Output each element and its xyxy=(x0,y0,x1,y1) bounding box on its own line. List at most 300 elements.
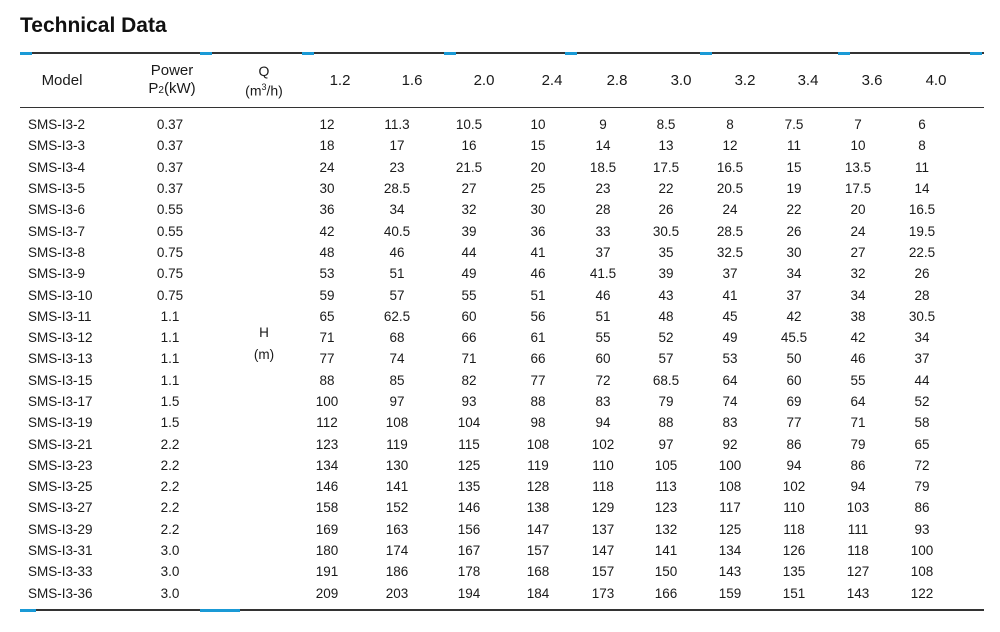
cell-head: 14 xyxy=(914,181,930,197)
cell-head: 191 xyxy=(315,564,339,580)
cell-head: 118 xyxy=(783,521,805,537)
cell-head: 41 xyxy=(722,287,738,303)
cell-head: 97 xyxy=(389,394,405,409)
cell-power: 1.1 xyxy=(160,372,180,388)
cell-head: 209 xyxy=(315,585,339,601)
cell-head: 12 xyxy=(319,117,335,133)
cell-head: 23 xyxy=(389,159,405,175)
cell-model: SMS-I3-12 xyxy=(28,330,93,346)
cell-spacer xyxy=(220,519,294,540)
cell-power: 2.2 xyxy=(160,500,180,516)
cell-head: 30.5 xyxy=(652,223,680,239)
cell-power: 2.2 xyxy=(160,436,180,452)
cell-head: 108 xyxy=(385,415,409,431)
cell-head: 119 xyxy=(527,457,549,473)
cell-head: 184 xyxy=(526,585,550,601)
cell-head: 112 xyxy=(316,415,338,431)
cell-power: 0.75 xyxy=(156,244,184,260)
cell-head: 173 xyxy=(591,585,615,601)
top-rule xyxy=(20,52,984,54)
cell-head: 30 xyxy=(786,244,802,260)
cell-head: 10 xyxy=(850,138,866,154)
cell-head: 127 xyxy=(846,564,870,580)
header-flow-6: 3.2 xyxy=(734,72,756,89)
cell-head: 49 xyxy=(722,330,738,346)
cell-head: 126 xyxy=(782,543,806,559)
cell-head: 64 xyxy=(850,394,866,409)
cell-head: 26 xyxy=(914,266,930,282)
table-row xyxy=(20,306,954,327)
cell-spacer xyxy=(220,135,294,156)
cell-head: 141 xyxy=(385,479,409,495)
cell-head: 143 xyxy=(718,564,742,580)
cell-head: 33 xyxy=(595,223,611,239)
cell-spacer xyxy=(220,412,294,433)
cell-head: 50 xyxy=(786,351,802,367)
cell-head: 167 xyxy=(457,543,481,559)
cell-spacer xyxy=(220,157,294,178)
cell-head: 23 xyxy=(595,181,611,197)
header-flow-1: 1.6 xyxy=(401,72,423,89)
cell-head: 7 xyxy=(854,117,862,133)
cell-head: 10.5 xyxy=(455,117,483,133)
cell-head: 105 xyxy=(654,457,678,473)
cell-head: 17.5 xyxy=(652,159,680,175)
cell-head: 42 xyxy=(319,223,335,239)
cell-power: 1.5 xyxy=(160,415,180,431)
cell-head: 83 xyxy=(722,415,738,431)
cell-head: 22 xyxy=(658,181,674,197)
table-row xyxy=(20,561,954,582)
header-power xyxy=(124,56,220,106)
cell-head: 125 xyxy=(718,521,742,537)
table-row xyxy=(20,327,954,348)
cell-head: 21.5 xyxy=(455,159,483,175)
cell-head: 30 xyxy=(319,181,335,197)
cell-head: 169 xyxy=(315,521,339,537)
cell-head: 37 xyxy=(595,244,611,260)
cell-power: 2.2 xyxy=(160,521,180,537)
header-flow-8: 3.6 xyxy=(861,72,883,89)
table-row xyxy=(20,284,954,305)
cell-head: 6 xyxy=(918,117,926,133)
cell-head: 100 xyxy=(315,394,339,409)
cell-head: 30 xyxy=(530,202,546,218)
cell-model: SMS-I3-11 xyxy=(28,308,92,324)
cell-head: 43 xyxy=(658,287,674,303)
cell-head: 86 xyxy=(786,436,802,452)
cell-spacer xyxy=(220,178,294,199)
table-row xyxy=(20,348,954,369)
cell-head: 115 xyxy=(458,436,480,452)
cell-model: SMS-I3-9 xyxy=(28,266,86,282)
cell-head: 85 xyxy=(389,372,405,388)
cell-head: 93 xyxy=(914,521,930,537)
header-power-line1: Power xyxy=(150,62,194,79)
cell-head: 88 xyxy=(658,415,674,431)
cell-spacer xyxy=(220,561,294,582)
cell-head: 58 xyxy=(914,415,930,431)
cell-head: 28 xyxy=(595,202,611,218)
cell-model: SMS-I3-3 xyxy=(28,138,86,154)
cell-power: 2.2 xyxy=(160,457,180,473)
cell-head: 83 xyxy=(595,394,611,409)
cell-head: 32 xyxy=(461,202,477,218)
cell-head: 9 xyxy=(599,117,607,133)
cell-power: 2.2 xyxy=(160,479,180,495)
cell-head: 168 xyxy=(526,564,550,580)
cell-head: 46 xyxy=(595,287,611,303)
cell-head: 46 xyxy=(389,244,405,260)
cell-head: 79 xyxy=(658,394,674,409)
cell-model: SMS-I3-10 xyxy=(28,287,93,303)
cell-head: 102 xyxy=(782,479,806,495)
table-row xyxy=(20,391,954,412)
cell-head: 19.5 xyxy=(908,223,936,239)
cell-head: 42 xyxy=(786,308,802,324)
cell-head: 13.5 xyxy=(844,159,872,175)
cell-head: 74 xyxy=(722,394,738,409)
head-label xyxy=(234,322,294,366)
cell-head: 97 xyxy=(658,436,674,452)
cell-head: 41 xyxy=(530,244,546,260)
cell-head: 102 xyxy=(591,436,615,452)
cell-power: 1.1 xyxy=(160,308,180,324)
cell-head: 35 xyxy=(658,244,674,260)
cell-head: 28.5 xyxy=(383,181,411,197)
header-q-line1: Q xyxy=(258,63,270,80)
cell-head: 93 xyxy=(461,394,477,409)
cell-head: 16.5 xyxy=(716,159,744,175)
cell-head: 55 xyxy=(850,372,866,388)
table-row xyxy=(20,178,954,199)
cell-head: 51 xyxy=(389,266,405,282)
cell-head: 10 xyxy=(530,117,546,133)
cell-head: 46 xyxy=(850,351,866,367)
cell-head: 100 xyxy=(910,543,934,559)
cell-head: 71 xyxy=(461,351,477,367)
cell-spacer xyxy=(220,497,294,518)
cell-head: 141 xyxy=(654,543,678,559)
cell-head: 118 xyxy=(847,543,869,559)
cell-head: 53 xyxy=(319,266,335,282)
cell-head: 8.5 xyxy=(656,117,676,133)
table-row xyxy=(20,220,954,241)
technical-data-table xyxy=(20,114,954,604)
cell-power: 0.37 xyxy=(156,181,184,197)
header-q-line2: $(m^3/h)$ xyxy=(245,82,283,99)
cell-head: 53 xyxy=(722,351,738,367)
cell-head: 77 xyxy=(786,415,802,431)
cell-head: 55 xyxy=(461,287,477,303)
cell-model: SMS-I3-13 xyxy=(28,351,93,367)
cell-head: 44 xyxy=(461,244,477,260)
cell-head: 157 xyxy=(526,543,550,559)
cell-spacer xyxy=(220,370,294,391)
cell-head: 130 xyxy=(385,457,409,473)
cell-head: 66 xyxy=(530,351,546,367)
cell-head: 27 xyxy=(850,244,866,260)
cell-head: 132 xyxy=(654,521,678,537)
cell-head: 7.5 xyxy=(784,117,804,133)
cell-model: SMS-I3-15 xyxy=(28,372,93,388)
cell-head: 123 xyxy=(315,436,339,452)
cell-head: 146 xyxy=(315,479,339,495)
cell-head: 11.3 xyxy=(384,117,410,133)
cell-spacer xyxy=(220,540,294,561)
header-rule xyxy=(20,107,984,108)
cell-head: 159 xyxy=(718,585,742,601)
cell-head: 62.5 xyxy=(383,308,411,324)
cell-head: 79 xyxy=(850,436,866,452)
cell-head: 86 xyxy=(850,457,866,473)
table-row xyxy=(20,242,954,263)
cell-head: 71 xyxy=(319,330,335,346)
cell-head: 28 xyxy=(914,287,930,303)
cell-model: SMS-I3-33 xyxy=(28,564,93,580)
cell-head: 118 xyxy=(592,479,614,495)
cell-head: 150 xyxy=(654,564,678,580)
cell-head: 86 xyxy=(914,500,930,516)
cell-head: 135 xyxy=(457,479,481,495)
cell-head: 39 xyxy=(658,266,674,282)
cell-head: 19 xyxy=(786,181,802,197)
cell-model: SMS-I3-27 xyxy=(28,500,93,516)
cell-head: 134 xyxy=(718,543,742,559)
cell-head: 203 xyxy=(385,585,409,601)
table-row xyxy=(20,370,954,391)
table-row xyxy=(20,199,954,220)
cell-model: SMS-I3-4 xyxy=(28,159,86,175)
cell-head: 108 xyxy=(526,436,550,452)
cell-head: 147 xyxy=(591,543,615,559)
header-flow-9: 4.0 xyxy=(925,72,947,89)
cell-head: 15 xyxy=(530,138,546,154)
cell-power: 3.0 xyxy=(160,585,180,601)
cell-head: 39 xyxy=(461,223,477,239)
table-row xyxy=(20,476,954,497)
cell-spacer xyxy=(220,433,294,454)
table-row xyxy=(20,519,954,540)
cell-head: 156 xyxy=(457,521,481,537)
cell-spacer xyxy=(220,263,294,284)
page-title: Technical Data xyxy=(20,14,167,37)
cell-head: 36 xyxy=(530,223,546,239)
cell-model: SMS-I3-36 xyxy=(28,585,93,601)
table-row xyxy=(20,135,954,156)
cell-head: 26 xyxy=(658,202,674,218)
cell-head: 104 xyxy=(457,415,481,431)
table-row xyxy=(20,114,954,135)
cell-power: 0.37 xyxy=(156,159,184,175)
cell-head: 57 xyxy=(658,351,674,367)
cell-head: 163 xyxy=(385,521,409,537)
head-label-unit: (m) xyxy=(253,347,275,362)
cell-head: 20 xyxy=(530,159,546,175)
cell-head: 55 xyxy=(595,330,611,346)
cell-head: 44 xyxy=(914,372,930,388)
cell-head: 27 xyxy=(461,181,477,197)
cell-head: 125 xyxy=(457,457,481,473)
cell-head: 11 xyxy=(786,138,801,154)
cell-spacer xyxy=(220,114,294,135)
cell-head: 37 xyxy=(722,266,738,282)
cell-head: 17.5 xyxy=(844,181,872,197)
cell-head: 119 xyxy=(386,436,408,452)
cell-spacer xyxy=(220,242,294,263)
cell-head: 12 xyxy=(722,138,738,154)
cell-head: 122 xyxy=(910,585,934,601)
cell-head: 108 xyxy=(718,479,742,495)
cell-spacer xyxy=(220,455,294,476)
header-power-line2: P2(kW) xyxy=(148,80,196,97)
cell-head: 174 xyxy=(385,543,409,559)
cell-head: 88 xyxy=(319,372,335,388)
cell-head: 32 xyxy=(850,266,866,282)
cell-head: 180 xyxy=(315,543,339,559)
cell-head: 51 xyxy=(595,308,611,324)
cell-head: 26 xyxy=(786,223,802,239)
cell-head: 60 xyxy=(461,308,477,324)
cell-head: 20 xyxy=(850,202,866,218)
cell-head: 52 xyxy=(914,394,930,409)
cell-head: 71 xyxy=(850,415,866,431)
cell-head: 66 xyxy=(461,330,477,346)
table-row xyxy=(20,412,954,433)
cell-head: 103 xyxy=(846,500,870,516)
cell-head: 72 xyxy=(595,372,611,388)
cell-model: SMS-I3-29 xyxy=(28,521,93,537)
cell-head: 24 xyxy=(850,223,866,239)
table-row xyxy=(20,263,954,284)
cell-model: SMS-I3-6 xyxy=(28,202,86,218)
cell-head: 65 xyxy=(914,436,930,452)
cell-head: 49 xyxy=(461,266,477,282)
cell-head: 14 xyxy=(595,138,611,154)
table-row xyxy=(20,455,954,476)
cell-head: 51 xyxy=(530,287,546,303)
cell-head: 186 xyxy=(385,564,409,580)
cell-head: 60 xyxy=(595,351,611,367)
header-flow-0: 1.2 xyxy=(329,72,351,89)
cell-head: 22 xyxy=(786,202,802,218)
table-row xyxy=(20,583,954,604)
cell-head: 147 xyxy=(526,521,550,537)
cell-model: SMS-I3-7 xyxy=(28,223,86,239)
cell-power: 1.1 xyxy=(160,351,180,367)
bottom-rule xyxy=(20,609,984,611)
cell-head: 42 xyxy=(850,330,866,346)
cell-head: 24 xyxy=(722,202,738,218)
cell-head: 24 xyxy=(319,159,335,175)
cell-head: 77 xyxy=(319,351,335,367)
cell-model: SMS-I3-25 xyxy=(28,479,93,495)
cell-model: SMS-I3-21 xyxy=(28,436,93,452)
cell-head: 68.5 xyxy=(652,372,680,388)
cell-head: 41.5 xyxy=(589,266,617,282)
cell-model: SMS-I3-23 xyxy=(28,457,93,473)
cell-head: 72 xyxy=(914,457,930,473)
cell-head: 74 xyxy=(389,351,405,367)
cell-head: 82 xyxy=(461,372,477,388)
cell-head: 8 xyxy=(726,117,734,133)
header-flow-3: 2.4 xyxy=(541,72,563,89)
cell-head: 17 xyxy=(389,138,405,154)
header-flow-2: 2.0 xyxy=(473,72,495,89)
cell-power: 3.0 xyxy=(160,564,180,580)
table-row xyxy=(20,157,954,178)
cell-head: 110 xyxy=(783,500,805,516)
cell-head: 56 xyxy=(530,308,546,324)
cell-head: 135 xyxy=(782,564,806,580)
cell-model: SMS-I3-5 xyxy=(28,181,86,197)
cell-power: 1.1 xyxy=(160,330,180,346)
cell-head: 61 xyxy=(530,330,546,346)
cell-head: 34 xyxy=(786,266,802,282)
cell-head: 52 xyxy=(658,330,674,346)
cell-head: 110 xyxy=(592,457,614,473)
cell-power: 0.55 xyxy=(156,202,184,218)
cell-power: 0.37 xyxy=(156,117,184,133)
cell-head: 45 xyxy=(722,308,738,324)
cell-head: 88 xyxy=(530,394,546,409)
cell-head: 92 xyxy=(722,436,738,452)
cell-head: 34 xyxy=(389,202,405,218)
cell-head: 25 xyxy=(530,181,546,197)
table-row xyxy=(20,433,954,454)
cell-head: 38 xyxy=(850,308,866,324)
cell-head: 143 xyxy=(846,585,870,601)
cell-head: 94 xyxy=(850,479,866,495)
cell-head: 18 xyxy=(319,138,335,154)
header-flow-4: 2.8 xyxy=(606,72,628,89)
cell-head: 48 xyxy=(658,308,674,324)
cell-head: 138 xyxy=(526,500,550,516)
cell-head: 34 xyxy=(914,330,930,346)
cell-head: 77 xyxy=(530,372,546,388)
table-row xyxy=(20,497,954,518)
cell-head: 157 xyxy=(591,564,615,580)
cell-head: 16.5 xyxy=(908,202,936,218)
cell-head: 40.5 xyxy=(383,223,411,239)
cell-head: 79 xyxy=(914,479,930,495)
cell-head: 166 xyxy=(654,585,678,601)
cell-model: SMS-I3-8 xyxy=(28,244,86,260)
cell-spacer xyxy=(220,583,294,604)
cell-head: 111 xyxy=(847,521,869,537)
cell-head: 16 xyxy=(461,138,477,154)
cell-head: 123 xyxy=(654,500,678,516)
cell-head: 60 xyxy=(786,372,802,388)
cell-head: 28.5 xyxy=(716,223,744,239)
cell-head: 94 xyxy=(595,415,611,431)
cell-spacer xyxy=(220,391,294,412)
cell-head: 32.5 xyxy=(716,244,744,260)
table-row xyxy=(20,540,954,561)
header-flow-7: 3.4 xyxy=(797,72,819,89)
cell-head: 20.5 xyxy=(716,181,744,197)
cell-model: SMS-I3-19 xyxy=(28,415,93,431)
cell-power: 1.5 xyxy=(160,394,180,409)
cell-head: 65 xyxy=(319,308,335,324)
cell-head: 94 xyxy=(786,457,802,473)
cell-head: 13 xyxy=(658,138,674,154)
cell-head: 113 xyxy=(655,479,677,495)
cell-head: 129 xyxy=(591,500,615,516)
cell-spacer xyxy=(220,284,294,305)
cell-head: 146 xyxy=(457,500,481,516)
cell-head: 128 xyxy=(526,479,550,495)
